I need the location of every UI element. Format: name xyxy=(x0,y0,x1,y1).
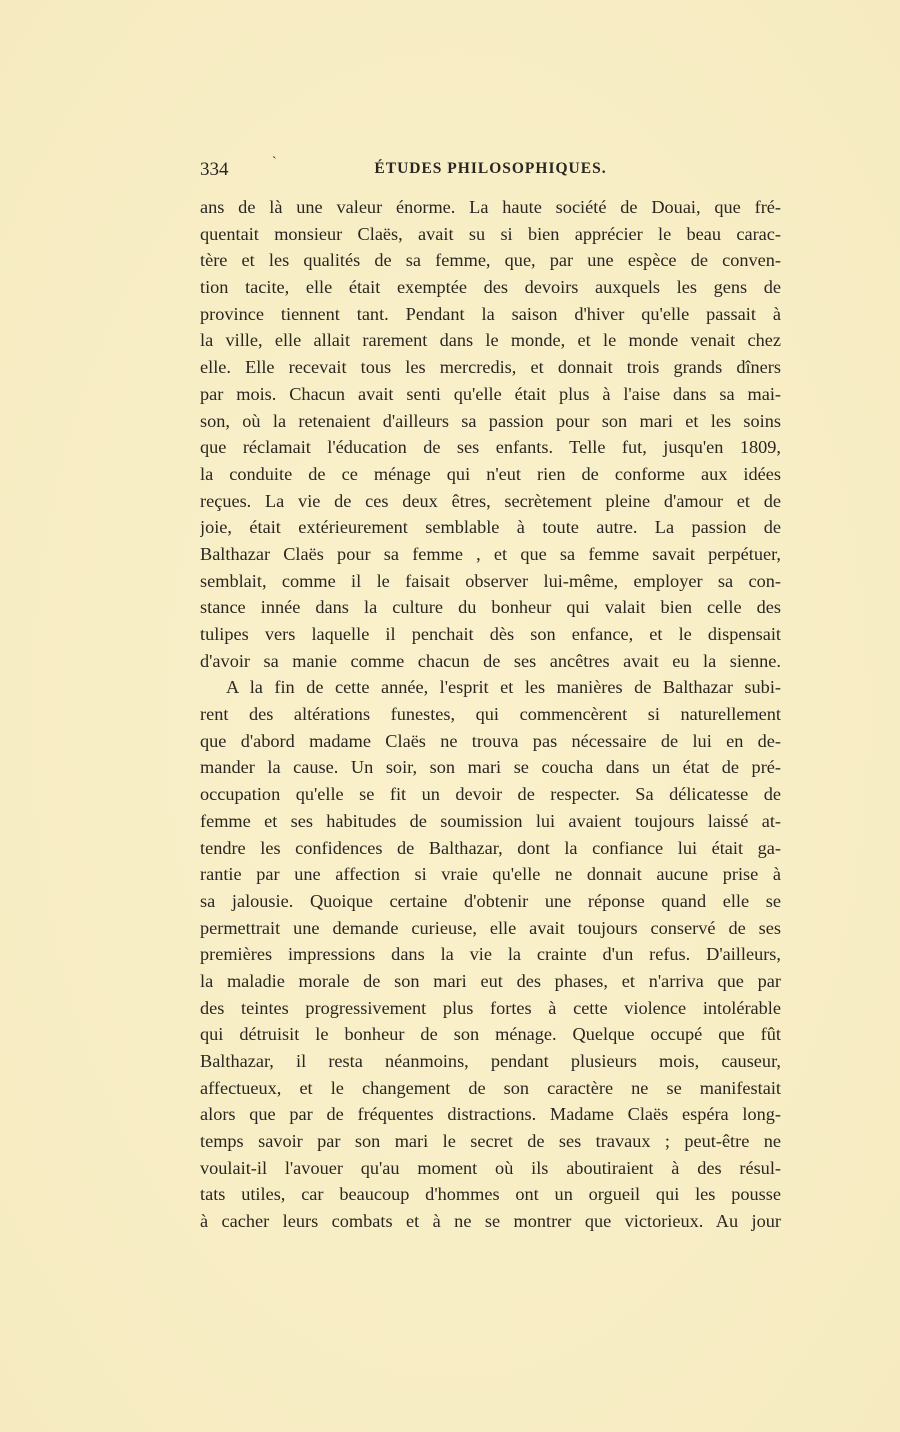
text-line: que réclamait l'éducation de ses enfants. Telle fut, jusqu'en 1809, xyxy=(200,437,781,458)
text-line: A la fin de cette année, l'esprit et les manières de Balthazar subi- xyxy=(226,677,781,698)
text-line: la maladie morale de son mari eut des phases, et n'arriva que par xyxy=(200,970,781,991)
text-line: rantie par une affection si vraie qu'elle ne donnait aucune prise à xyxy=(200,864,781,885)
text-line: par mois. Chacun avait senti qu'elle était plus à l'aise dans sa mai- xyxy=(200,383,781,404)
text-line: voulait-il l'avouer qu'au moment où ils aboutiraient à des résul- xyxy=(200,1157,781,1178)
text-line: Balthazar, il resta néanmoins, pendant plusieurs mois, causeur, xyxy=(200,1051,781,1071)
text-line: elle. Elle recevait tous les mercredis, et donnait trois grands dîners xyxy=(200,357,781,378)
page-header xyxy=(200,155,781,187)
page-number: 334 xyxy=(200,159,229,180)
text-line: quentait monsieur Claës, avait su si bien apprécier le beau carac- xyxy=(200,223,781,244)
text-line: rent des altérations funestes, qui commencèrent si naturellement xyxy=(200,704,781,725)
text-line: affectueux, et le changement de son caractère ne se manifestait xyxy=(200,1077,781,1098)
text-line: des teintes progressivement plus fortes à cette violence intolérable xyxy=(200,997,781,1018)
text-line: stance innée dans la culture du bonheur qui valait bien celle des xyxy=(200,597,781,618)
text-line: ans de là une valeur énorme. La haute société de Douai, que fré- xyxy=(200,197,781,217)
text-line: joie, était extérieurement semblable à toute autre. La passion de xyxy=(200,517,781,538)
text-line: la conduite de ce ménage qui n'eut rien de conforme aux idées xyxy=(200,463,781,484)
text-line: à cacher leurs combats et à ne se montrer que victorieux. Au jour xyxy=(200,1211,781,1232)
text-line: tats utiles, car beaucoup d'hommes ont un orgueil qui les pousse xyxy=(200,1184,781,1205)
text-line: tendre les confidences de Balthazar, dont la confiance lui était ga- xyxy=(200,837,781,858)
running-title: ÉTUDES PHILOSOPHIQUES. xyxy=(374,160,607,177)
text-line: permettrait une demande curieuse, elle avait toujours conservé de ses xyxy=(200,917,781,938)
text-line: province tiennent tant. Pendant la saison d'hiver qu'elle passait à xyxy=(200,303,781,324)
text-line: semblait, comme il le faisait observer lui-même, employer sa con- xyxy=(200,570,781,591)
text-line: tulipes vers laquelle il penchait dès son enfance, et le dispensait xyxy=(200,624,781,644)
text-line: tère et les qualités de sa femme, que, par une espèce de conven- xyxy=(200,250,781,271)
text-line: tion tacite, elle était exemptée des devoirs auxquels les gens de xyxy=(200,277,781,298)
text-line: la ville, elle allait rarement dans le monde, et le monde venait chez xyxy=(200,330,781,351)
paragraph-1 xyxy=(200,194,781,674)
text-line: temps savoir par son mari le secret de ses travaux ; peut-être ne xyxy=(200,1131,781,1152)
text-line: occupation qu'elle se fit un devoir de respecter. Sa délicatesse de xyxy=(200,784,781,805)
text-line: que d'abord madame Claës ne trouva pas nécessaire de lui en de- xyxy=(200,730,781,751)
text-line: mander la cause. Un soir, son mari se coucha dans un état de pré- xyxy=(200,757,781,778)
text-line: sa jalousie. Quoique certaine d'obtenir une réponse quand elle se xyxy=(200,890,781,911)
text-line: premières impressions dans la vie la crainte d'un refus. D'ailleurs, xyxy=(200,944,781,965)
print-mark: ` xyxy=(272,155,277,170)
text-line: son, où la retenaient d'ailleurs sa passion pour son mari et les soins xyxy=(200,410,781,431)
text-line: alors que par de fréquentes distractions. Madame Claës espéra long- xyxy=(200,1104,781,1125)
text-line: qui détruisit le bonheur de son ménage. Quelque occupé que fût xyxy=(200,1024,781,1045)
text-line: reçues. La vie de ces deux êtres, secrètement pleine d'amour et de xyxy=(200,490,781,511)
body-text xyxy=(200,194,781,1235)
paragraph-2 xyxy=(200,674,781,1234)
text-line: d'avoir sa manie comme chacun de ses ancêtres avait eu la sienne. xyxy=(200,650,781,671)
text-line: femme et ses habitudes de soumission lui avaient toujours laissé at- xyxy=(200,810,781,831)
text-line: Balthazar Claës pour sa femme , et que sa femme savait perpétuer, xyxy=(200,543,781,564)
